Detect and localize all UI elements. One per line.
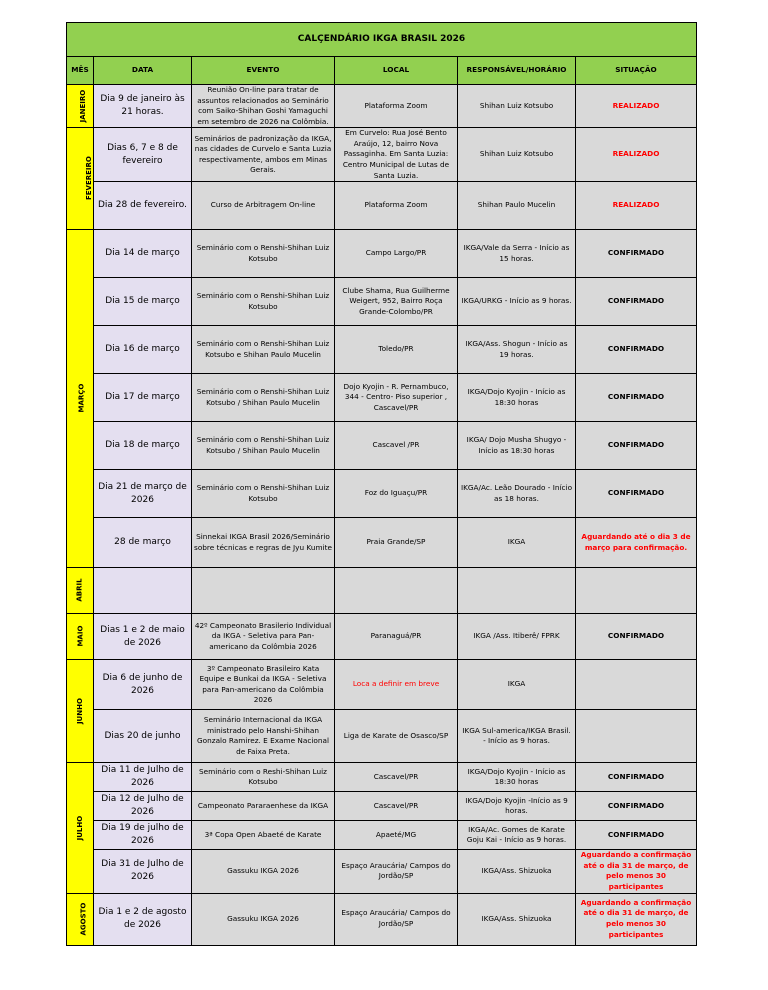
responsible-cell: IKGA/Dojo Kyojin -Início as 9 horas. — [458, 792, 576, 821]
table-row — [67, 374, 697, 422]
table-row — [67, 893, 697, 945]
location-cell: Foz do Iguaçu/PR — [335, 470, 458, 518]
responsible-cell: IKGA/ Dojo Musha Shugyo - Início as 18:30 horas — [458, 422, 576, 470]
status-cell: REALIZADO — [576, 85, 697, 128]
date-cell: Dias 6, 7 e 8 de fevereiro — [94, 128, 192, 182]
date-cell: Dia 15 de março — [94, 278, 192, 326]
responsible-cell: IKGA — [458, 518, 576, 568]
date-cell: 28 de março — [94, 518, 192, 568]
status-cell: CONFIRMADO — [576, 792, 697, 821]
status-cell: CONFIRMADO — [576, 374, 697, 422]
date-cell — [94, 568, 192, 614]
event-cell: Seminário com o Renshi-Shihan Luiz Kotsubo / Shihan Paulo Mucelin — [192, 422, 335, 470]
status-cell: Aguardando a confirmação até o dia 31 de março, de pelo menos 30 participantes — [576, 850, 697, 893]
event-cell: Reunião On-line para tratar de assuntos relacionados ao Seminário com Saiko-Shihan Goshi Yamaguchi em setembro de 2026 na Colômbia. — [192, 85, 335, 128]
header-event: EVENTO — [192, 57, 335, 85]
date-cell: Dia 1 e 2 de agosto de 2026 — [94, 893, 192, 945]
event-cell: 3ª Copa Open Abaeté de Karate — [192, 821, 335, 850]
date-cell: Dia 9 de janeiro às 21 horas. — [94, 85, 192, 128]
month-cell-junho: JUNHO — [67, 660, 94, 763]
month-cell-julho: JULHO — [67, 763, 94, 893]
event-cell: 3º Campeonato Brasileiro Kata Equipe e Bunkai da IKGA - Seletiva para Pan-americano da Colômbia 2026 — [192, 660, 335, 710]
status-cell: REALIZADO — [576, 182, 697, 230]
location-cell: Toledo/PR — [335, 326, 458, 374]
date-cell: Dia 18 de março — [94, 422, 192, 470]
table-row — [67, 422, 697, 470]
status-cell: CONFIRMADO — [576, 230, 697, 278]
table-row — [67, 614, 697, 660]
date-cell: Dia 28 de fevereiro. — [94, 182, 192, 230]
status-cell — [576, 660, 697, 710]
table-row — [67, 821, 697, 850]
location-cell: Apaeté/MG — [335, 821, 458, 850]
location-cell: Em Curvelo: Rua José Bento Araújo, 12, bairro Nova Passaginha. Em Santa Luzia: Centro Municipal de Lutas de Santa Luzia. — [335, 128, 458, 182]
status-cell: CONFIRMADO — [576, 614, 697, 660]
status-cell: CONFIRMADO — [576, 763, 697, 792]
location-cell: Praia Grande/SP — [335, 518, 458, 568]
event-cell: 42º Campeonato Brasilerio Individual da IKGA - Seletiva para Pan-americano da Colômbia 2026 — [192, 614, 335, 660]
responsible-cell: IKGA /Ass. Itiberê/ FPRK — [458, 614, 576, 660]
header-status: SITUAÇÃO — [576, 57, 697, 85]
month-cell-maio: MAIO — [67, 614, 94, 660]
responsible-cell — [458, 568, 576, 614]
location-cell — [335, 568, 458, 614]
status-cell: CONFIRMADO — [576, 422, 697, 470]
responsible-cell: Shihan Luiz Kotsubo — [458, 128, 576, 182]
location-cell: Liga de Karate de Osasco/SP — [335, 710, 458, 763]
table-row — [67, 278, 697, 326]
responsible-cell: IKGA Sul-america/IKGA Brasil. - Início as 9 horas. — [458, 710, 576, 763]
responsible-cell: IKGA/Dojo Kyojin - Início as 18:30 horas — [458, 763, 576, 792]
responsible-cell: IKGA/Vale da Serra - Início as 15 horas. — [458, 230, 576, 278]
date-cell: Dia 11 de Julho de 2026 — [94, 763, 192, 792]
location-cell: Espaço Araucária/ Campos do Jordão/SP — [335, 850, 458, 893]
date-cell: Dia 12 de Julho de 2026 — [94, 792, 192, 821]
date-cell: Dia 17 de março — [94, 374, 192, 422]
status-cell: CONFIRMADO — [576, 278, 697, 326]
event-cell — [192, 568, 335, 614]
location-cell: Cascavel/PR — [335, 763, 458, 792]
event-cell: Seminário com o Renshi-Shihan Luiz Kotsubo — [192, 278, 335, 326]
status-cell: CONFIRMADO — [576, 326, 697, 374]
responsible-cell: IKGA/Ass. Shogun - Início as 19 horas. — [458, 326, 576, 374]
status-cell — [576, 710, 697, 763]
location-cell: Clube Shama, Rua Guilherme Weigert, 952, Bairro Roça Grande-Colombo/PR — [335, 278, 458, 326]
table-row — [67, 326, 697, 374]
responsible-cell: IKGA/Ac. Leão Dourado - Início as 18 horas. — [458, 470, 576, 518]
table-row — [67, 792, 697, 821]
month-cell-fevereiro: FEVEREIRO — [67, 128, 94, 230]
date-cell: Dia 14 de março — [94, 230, 192, 278]
table-row — [67, 182, 697, 230]
responsible-cell: Shihan Luiz Kotsubo — [458, 85, 576, 128]
event-cell: Seminário com o Renshi-Shihan Luiz Kotsubo e Shihan Paulo Mucelin — [192, 326, 335, 374]
event-cell: Gassuku IKGA 2026 — [192, 893, 335, 945]
status-cell: Aguardando a confirmação até o dia 31 de março, de pelo menos 30 participantes — [576, 893, 697, 945]
date-cell: Dia 31 de Julho de 2026 — [94, 850, 192, 893]
event-cell: Seminário com o Renshi-Shihan Luiz Kotsubo / Shihan Paulo Mucelin — [192, 374, 335, 422]
status-cell: REALIZADO — [576, 128, 697, 182]
table-row — [67, 850, 697, 893]
calendar-table — [66, 22, 697, 946]
event-cell: Campeonato Pararaenhese da IKGA — [192, 792, 335, 821]
header-date: DATA — [94, 57, 192, 85]
status-cell: CONFIRMADO — [576, 470, 697, 518]
table-row — [67, 763, 697, 792]
month-cell-janeiro: JANEIRO — [67, 85, 94, 128]
header-row — [67, 57, 697, 85]
header-location: LOCAL — [335, 57, 458, 85]
table-row — [67, 518, 697, 568]
date-cell: Dia 6 de junho de 2026 — [94, 660, 192, 710]
event-cell: Curso de Arbitragem On-line — [192, 182, 335, 230]
location-cell: Plataforma Zoom — [335, 85, 458, 128]
responsible-cell: Shihan Paulo Mucelin — [458, 182, 576, 230]
event-cell: Seminário com o Renshi-Shihan Luiz Kotsubo — [192, 470, 335, 518]
month-cell-agosto: AGOSTO — [67, 893, 94, 945]
location-cell: Cascavel /PR — [335, 422, 458, 470]
table-row — [67, 128, 697, 182]
event-cell: Seminário com o Renshi-Shihan Luiz Kotsubo — [192, 230, 335, 278]
status-cell — [576, 568, 697, 614]
location-cell: Paranaguá/PR — [335, 614, 458, 660]
date-cell: Dias 1 e 2 de maio de 2026 — [94, 614, 192, 660]
event-cell: Sinnekai IKGA Brasil 2026/Seminário sobre técnicas e regras de Jyu Kumite — [192, 518, 335, 568]
month-cell-abril: ABRIL — [67, 568, 94, 614]
header-month: MÊS — [67, 57, 94, 85]
table-row — [67, 660, 697, 710]
event-cell: Seminário Internacional da IKGA ministrado pelo Hanshi-Shihan Gonzalo Ramirez. E Exame Nacional de Faixa Preta. — [192, 710, 335, 763]
responsible-cell: IKGA — [458, 660, 576, 710]
table-row — [67, 230, 697, 278]
responsible-cell: IKGA/Ass. Shizuoka — [458, 893, 576, 945]
location-cell: Dojo Kyojin - R. Pernambuco, 344 - Centro- Piso superior , Cascavel/PR — [335, 374, 458, 422]
month-cell-marco: MARÇO — [67, 230, 94, 568]
calendar-title: CALÇENDÁRIO IKGA BRASIL 2026 — [67, 23, 697, 57]
event-cell: Seminários de padronização da IKGA, nas cidades de Curvelo e Santa Luzia respectivamente, ambos em Minas Gerais. — [192, 128, 335, 182]
table-row — [67, 85, 697, 128]
responsible-cell: IKGA/Ass. Shizuoka — [458, 850, 576, 893]
date-cell: Dias 20 de junho — [94, 710, 192, 763]
status-cell: Aguardando até o dia 3 de março para confirmação. — [576, 518, 697, 568]
date-cell: Dia 16 de março — [94, 326, 192, 374]
table-row — [67, 470, 697, 518]
header-responsible: RESPONSÁVEL/HORÁRIO — [458, 57, 576, 85]
responsible-cell: IKGA/Dojo Kyojin - Início as 18:30 horas — [458, 374, 576, 422]
location-cell: Loca a definir em breve — [335, 660, 458, 710]
location-cell: Cascavel/PR — [335, 792, 458, 821]
table-row — [67, 568, 697, 614]
table-row — [67, 710, 697, 763]
location-cell: Campo Largo/PR — [335, 230, 458, 278]
date-cell: Dia 21 de março de 2026 — [94, 470, 192, 518]
responsible-cell: IKGA/Ac. Gomes de Karate Goju Kai - Início as 9 horas. — [458, 821, 576, 850]
responsible-cell: IKGA/URKG - Início as 9 horas. — [458, 278, 576, 326]
location-cell: Plataforma Zoom — [335, 182, 458, 230]
event-cell: Gassuku IKGA 2026 — [192, 850, 335, 893]
event-cell: Seminário com o Reshi-Shihan Luiz Kotsubo — [192, 763, 335, 792]
status-cell: CONFIRMADO — [576, 821, 697, 850]
date-cell: Dia 19 de julho de 2026 — [94, 821, 192, 850]
location-cell: Espaço Araucária/ Campos do Jordão/SP — [335, 893, 458, 945]
